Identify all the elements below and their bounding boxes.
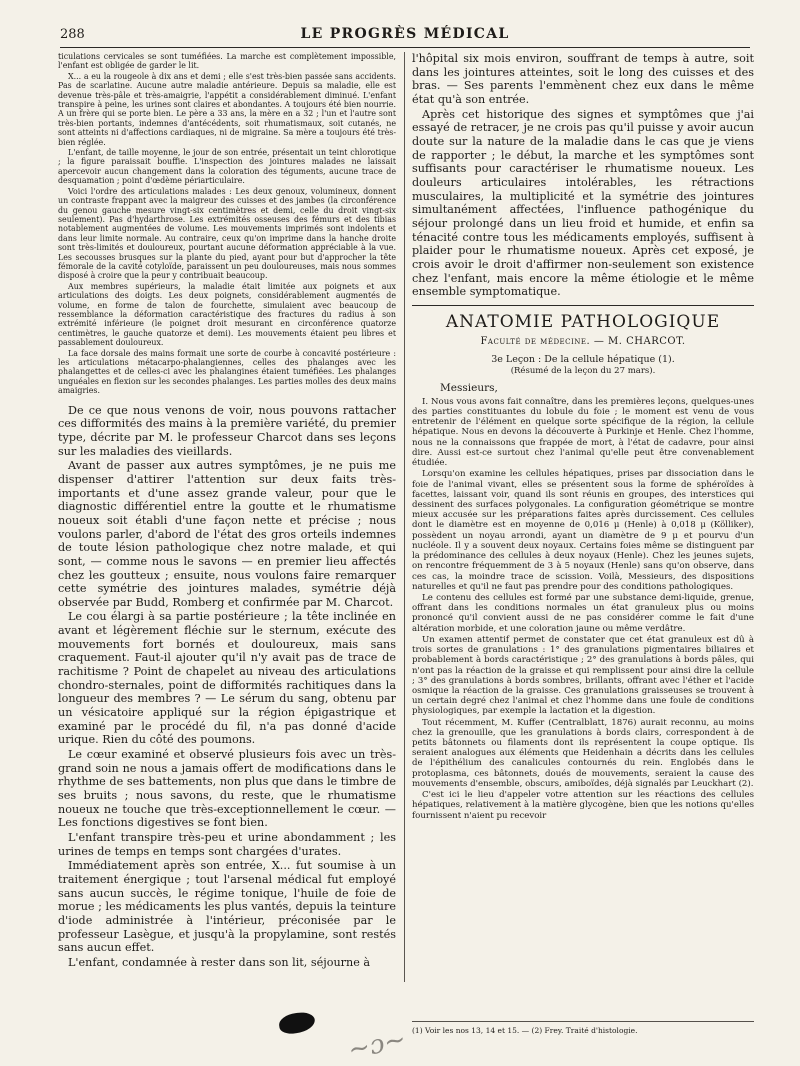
lesson-paragraph: Tout récemment, M. Kuffer (Centralblatt, 1876) aurait reconnu, au moins chez la grenouille, que les granulations à bords clairs, correspondent à de petits bâtonnets ou filaments dont ils représentent la coupe optique. Ils seraient analogues aux éléments que Heidenhain a décrits dans les cellules de l'épithélium des canalicules contournés du rein. Englobés dans le protoplasma, ces bâtonnets, doués de mouvements, seraient la cause des mouvements d'ensemble, obscurs, amiboïdes, déjà signalés par Leuckhart (2). bbox=[412, 717, 754, 789]
salutation: Messieurs, bbox=[440, 381, 498, 394]
right-column bbox=[412, 52, 754, 1047]
lesson-paragraph: I. Nous vous avons fait connaître, dans les premières leçons, quelques-unes des parties constituantes du lobule du foie ; le moment est venu de vous entretenir de l'élément en quelque sorte spécifique de la région, la cellule hépatique. Nous en devons la découverte à Purkinje et Henle. Chez l'homme, nous ne la connaissons que frappée de mort, à l'état de cadavre, pour ainsi dire. Aussi est-ce surtout chez l'animal qu'elle peut être convenablement étudiée. bbox=[412, 396, 754, 469]
footnotes: (1) Voir les nos 13, 14 et 15. — (2) Frey. Traité d'histologie. bbox=[412, 1021, 754, 1035]
case-paragraph: L'enfant, de taille moyenne, le jour de son entrée, présentait un teint chlorotique ; la figure paraissait bouffie. L'inspection des jointures malades ne laissait apercevoir aucun changement dans la coloration des téguments, aucune trace de desquamation ; point d'œdème périarticulaire. bbox=[58, 148, 396, 186]
body-paragraph: Immédiatement après son entrée, X... fut soumise à un traitement énergique ; tout l'arsenal médical fut employé sans aucun succès, le régime tonique, l'huile de foie de morue ; les médicaments les plus vantés, depuis la teinture d'iode administrée à l'intérieur, préconisée par le professeur Lasègue, et jusqu'à la propylamine, sont restés sans aucun effet. bbox=[58, 859, 396, 955]
body-paragraph: Après cet historique des signes et symptômes que j'ai essayé de retracer, je ne crois pas qu'il puisse y avoir aucun doute sur la nature de la maladie dans le cas que je viens de rapporter ; le début, la marche et les symptômes sont suffisants pour caractériser le rhumatisme noueux. Les douleurs articulaires intolérables, les rétractions musculaires, la multiplicité et la symétrie des jointures simultanément affectées, l'influence pathogénique du séjour prolongé dans un lieu froid et humide, et enfin sa ténacité contre tous les médicaments employés, suffisent à plaider pour le rhumatisme noueux. Après cet exposé, je crois avoir le droit d'affirmer non-seulement son existence chez l'enfant, mais encore la même étiologie et le même ensemble symptomatique. bbox=[412, 107, 754, 299]
running-title: LE PROGRÈS MÉDICAL bbox=[300, 26, 510, 42]
lesson-paragraph: Le contenu des cellules est formé par une substance demi-liquide, grenue, offrant dans les conditions normales un état granuleux plus ou moins prononcé qu'il convient aussi de ne pas considérer comme le fait d'une altération morbide, et une coloration jaune ou même verdâtre. bbox=[412, 592, 754, 634]
pencil-mark: ~ɔ~ bbox=[345, 1024, 409, 1066]
case-paragraph: La face dorsale des mains formait une sorte de courbe à concavité postérieure : les articulations métacarpo-phalangiennes, celles des phalanges avec les phalangettes et de celles-ci avec les phalangines étaient tuméfiées. Les phalanges unguéales en flexion sur les secondes phalanges. Les parties molles des deux mains amaigries. bbox=[58, 348, 396, 396]
body-paragraph: L'enfant, condamnée à rester dans son lit, séjourne à bbox=[68, 955, 371, 969]
page-number: 288 bbox=[60, 27, 85, 42]
case-paragraph: ticulations cervicales se sont tuméfiées. La marche est complètement impossible, l'enfant est obligée de garder le lit. bbox=[58, 52, 396, 71]
body-paragraph: L'enfant transpire très-peu et urine abondamment ; les urines de temps en temps sont chargées d'urates. bbox=[58, 830, 396, 858]
lesson-paragraph: Lorsqu'on examine les cellules hépatiques, prises par dissociation dans le foie de l'animal vivant, elles se présentent sous la forme de sphéroïdes à facettes, laissant voir, quand ils sont réunis en groupes, des interstices qui dessinent des surfaces polygonales. La configuration géométrique se montre mieux accusée sur les préparations faites après durcissement. Ces cellules dont le diamètre est en moyenne de 0,016 μ (Henle) à 0,018 μ (Kölliker), possèdent un noyau arrondi, ayant un diamètre de 9 μ et pourvu d'un nucléole. Il y a souvent deux noyaux. Certains foies même se distinguent par la prédominance des cellules à deux noyaux (Henle). Chez les jeunes sujets, on rencontre fréquemment de 3 à 5 noyaux (Henle) sans qu'on observe, dans ces cas, la moindre trace de scission. Voilà, Messieurs, des dispositions naturelles et qu'il ne faut pas prendre pour des conditions pathologiques. bbox=[412, 469, 754, 592]
body-paragraph: Le cœur examiné et observé plusieurs fois avec un très-grand soin ne nous a jamais offert de modifications dans le rhythme de ses battements, non plus que dans le timbre de ses bruits ; nous savons, du reste, que le rhumatisme noueux ne touche que très-exceptionnellement le cœur. — Les fonctions digestives se font bien. bbox=[58, 748, 396, 830]
case-paragraph: Voici l'ordre des articulations malades : Les deux genoux, volumineux, donnent un contraste frappant avec la maigreur des cuisses et des jambes (la circonférence du genou gauche mesure vingt-six centimètres et demi, celle du droit vingt-six seulement). Pas d'hydarthrose. Les extrémités osseuses des fémurs et des tibias notablement augmentées de volume. Les mouvements imprimés sont indolents et dans leur limite normale. Au contraire, ceux qu'on imprime dans la hanche droite sont très-limités et douloureux, pourtant aucune déformation appréciable à la vue. Les secousses brusques sur la plante du pied, ayant pour but d'approcher la tête fémorale de la cavité cotyloïde, paraissent un peu douloureuses, mais nous sommes disposé à croire que la peur y contribuait beaucoup. bbox=[58, 186, 396, 281]
section-subtitle: Faculté de médecine. — M. CHARCOT. bbox=[480, 335, 686, 347]
body-paragraph: l'hôpital six mois environ, souffrant de temps à autre, soit dans les jointures atteintes, soit le long des cuisses et des bras. — Ses parents l'emmènent chez eux dans le même état qu'à son entrée. bbox=[412, 52, 754, 106]
left-column bbox=[58, 52, 396, 1037]
lesson-paragraph: Un examen attentif permet de constater que cet état granuleux est dû à trois sortes de granulations : 1° des granulations pigmentaires biliaires et probablement à bords caractéristique ; 2° des granulations à bords pâles, qui n'ont pas la réaction de la graisse et qui remplissent pour ainsi dire la cellule ; 3° des granulations à bords sombres, brillants, offrant avec l'éther et l'acide osmique la réaction de la graisse. Ces granulations graisseuses se trouvent à un certain degré chez l'animal et chez l'homme dans une foule de conditions physiologiques, par exemple la lactation et la digestion. bbox=[412, 634, 754, 717]
lesson-summary: (Résumé de la leçon du 27 mars). bbox=[510, 365, 656, 376]
section-title: ANATOMIE PATHOLOGIQUE bbox=[412, 305, 754, 332]
lesson-title: 3e Leçon : De la cellule hépatique (1). bbox=[491, 353, 675, 365]
body-paragraph: Le cou élargi à sa partie postérieure ; la tête inclinée en avant et légèrement fléchie sur le sternum, exécute des mouvements fort bornés et douloureux, mais sans craquement. Faut-il ajouter qu'il n'y avait pas de trace de rachitisme ? Point de chapelet au niveau des articulations chondro-sternales, point de difformités rachitiques dans la longueur des membres ? — Le sérum du sang, obtenu par un vésicatoire appliqué sur la région épigastrique et examiné par le procédé du fil, n'a pas donné d'acide urique. Rien du côté des poumons. bbox=[58, 610, 396, 747]
case-paragraph: X... a eu la rougeole à dix ans et demi ; elle s'est très-bien passée sans accidents. Pas de scarlatine. Aucune autre maladie antérieure. Depuis sa maladie, elle est devenue très-pâle et très-amaigrie, l'appétit a considérablement diminué. L'enfant transpire à peine, les urines sont claires et abondantes. A toujours été bien nourrie. A un frère qui se porte bien. Le père a 33 ans, la mère en a 32 ; l'un et l'autre sont très-bien portants, indemnes d'antécédents, soit rhumatismaux, soit cutanés, ne sont atteints ni d'affections cardiaques, ni de migraine. Sa mère a toujours été très-bien réglée. bbox=[58, 71, 396, 147]
lesson-paragraph: C'est ici le lieu d'appeler votre attention sur les réactions des cellules hépatiques, relativement à la matière glycogène, bien que les notions qu'elles fournissent n'aient pu recevoir bbox=[412, 790, 754, 821]
body-paragraph: Avant de passer aux autres symptômes, je ne puis me dispenser d'attirer l'attention sur deux faits très-importants et d'une assez grande valeur, pour que le diagnostic différentiel entre la goutte et le rhumatisme noueux soit établi d'une façon nette et précise ; nous voulons parler, d'abord de l'état des gros orteils indemnes de toute lésion pathologique chez notre malade, et qui sont, — comme nous le savons — en premier lieu affectés chez les goutteux ; ensuite, nous voulons faire remarquer cette symétrie des jointures malades, symétrie déjà observée par Budd, Romberg et confirmée par M. Charcot. bbox=[58, 459, 396, 609]
body-paragraph: De ce que nous venons de voir, nous pouvons rattacher ces difformités des mains à la première variété, du premier type, décrite par M. le professeur Charcot dans ses leçons sur les maladies des vieillards. bbox=[58, 403, 396, 458]
case-paragraph: Aux membres supérieurs, la maladie était limitée aux poignets et aux articulations des doigts. Les deux poignets, considérablement augmentés de volume, en forme de talon de fourchette, simulaient avec beaucoup de ressemblance la déformation caractéristique des fractures du radius à son extrémité inférieure (le poignet droit mesurant en circonférence quatorze centimètres, le gauche quatorze et demi). Les mouvements étaient peu libres et passablement douloureux. bbox=[58, 281, 396, 348]
column-divider bbox=[404, 52, 405, 982]
page-header bbox=[60, 25, 750, 48]
